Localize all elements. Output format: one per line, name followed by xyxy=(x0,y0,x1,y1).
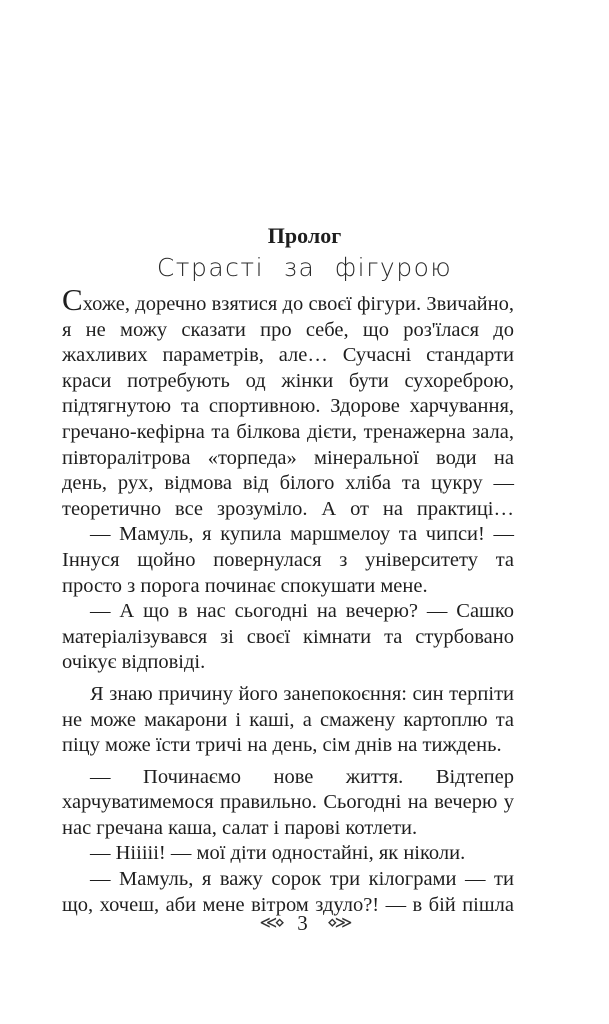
chapter-subtitle: Страсті за фігурою xyxy=(156,253,453,282)
ornament-right-icon: ⋄≫ xyxy=(327,913,350,932)
page-number: 3 xyxy=(297,911,308,935)
paragraph: — Мамуль, я купила маршмелоу та чипси! — Іннуся щойно повернулася з університету та просто з порога починає спокушати мене. xyxy=(62,523,514,597)
chapter-title: Пролог xyxy=(267,223,342,248)
body-text xyxy=(62,282,514,918)
paragraph: — Мамуль, я важу сорок три кілограми — ти що, хочеш, аби мене вітром здуло?! — в бій пішла xyxy=(62,868,514,916)
paragraph: Я знаю причину його занепокоєння: син терпіти не може макарони і каші, а смажену картоплю та піцу може їсти тричі на день, сім днів на тиждень. xyxy=(62,682,514,757)
paragraph xyxy=(62,282,514,522)
drop-cap: С xyxy=(62,282,83,317)
page-footer xyxy=(0,910,609,936)
ornament-left-icon: ≪⋄ xyxy=(259,913,282,932)
paragraph: — Починаємо нове життя. Відтепер харчуватимемося правильно. Сьогодні на вечерю у нас гречана каша, салат і парові котлети. xyxy=(62,765,514,839)
paragraph: — А що в нас сьогодні на вечерю? — Сашко матеріалізувався зі своєї кімнати та стурбовано очікує відповіді. xyxy=(62,600,514,674)
paragraph: — Нііііі! — мої діти одностайні, як ніколи. xyxy=(90,842,466,865)
paragraph-text: хоже, доречно взятися до своєї фігури. Звичайно, я не можу сказати про себе, що роз'їлася до жахливих параметрів, але… Сучасні стандарти краси потребують од жінки бути сухореброю, підтягнутою та спортивною. Здорове харчування, гречано-кефірна та білкова дієти, тренажерна зала, півторалітрова «торпеда» мінеральної води на день, рух, відмова від білого хліба та цукру — теоретично все зрозуміло. А от на практиці… xyxy=(62,293,514,520)
